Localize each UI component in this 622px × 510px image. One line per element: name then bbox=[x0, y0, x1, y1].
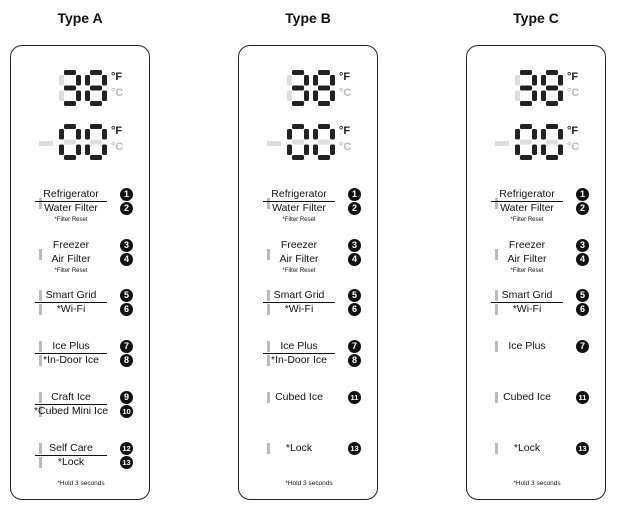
control-panel bbox=[238, 45, 378, 500]
button-label-water-filter[interactable]: Water Filter bbox=[44, 202, 98, 214]
button-number-badge: 5 bbox=[348, 289, 361, 302]
button-label-water-filter[interactable]: Water Filter bbox=[272, 202, 326, 214]
temperature-display bbox=[11, 46, 151, 166]
fahrenheit-label: °F bbox=[567, 125, 579, 137]
label-divider bbox=[491, 201, 563, 202]
button-label--in-door-ice[interactable]: *In-Door Ice bbox=[42, 354, 100, 366]
button-label-smart-grid[interactable]: Smart Grid bbox=[501, 289, 553, 301]
panel-title: Type B bbox=[285, 10, 331, 26]
button-number-badge: 11 bbox=[576, 391, 589, 404]
label-divider bbox=[35, 201, 107, 202]
button-label-smart-grid[interactable]: Smart Grid bbox=[45, 289, 97, 301]
button-label--wi-fi[interactable]: *Wi-Fi bbox=[512, 303, 542, 315]
button-number-badge: 4 bbox=[348, 253, 361, 266]
fahrenheit-label: °F bbox=[111, 125, 123, 137]
label-divider bbox=[263, 353, 335, 354]
button-label-ice-plus[interactable]: Ice Plus bbox=[52, 340, 90, 352]
button-label-air-filter[interactable]: Air Filter bbox=[51, 253, 91, 265]
button-number-badge: 7 bbox=[576, 340, 589, 353]
button-number-badge: 3 bbox=[120, 239, 133, 252]
hold-note: *Hold 3 seconds bbox=[513, 480, 561, 487]
button-label-self-care[interactable]: Self Care bbox=[49, 442, 93, 454]
panel-title: Type A bbox=[57, 10, 103, 26]
button-number-badge: 6 bbox=[120, 303, 133, 316]
control-panel bbox=[10, 45, 150, 500]
button-number-badge: 8 bbox=[348, 354, 361, 367]
fahrenheit-label: °F bbox=[339, 125, 351, 137]
label-divider bbox=[491, 302, 563, 303]
button-label-air-filter[interactable]: Air Filter bbox=[507, 253, 547, 265]
temperature-display bbox=[239, 46, 379, 166]
label-divider bbox=[263, 201, 335, 202]
celsius-label: °C bbox=[339, 141, 352, 153]
button-label--in-door-ice[interactable]: *In-Door Ice bbox=[270, 354, 328, 366]
button-label-water-filter[interactable]: Water Filter bbox=[500, 202, 554, 214]
button-number-badge: 12 bbox=[120, 442, 133, 455]
filter-reset-note: *Filter Reset bbox=[282, 268, 316, 274]
filter-reset-note: *Filter Reset bbox=[510, 268, 544, 274]
temperature-display bbox=[467, 46, 607, 166]
label-divider bbox=[35, 353, 107, 354]
button-number-badge: 6 bbox=[348, 303, 361, 316]
button-number-badge: 13 bbox=[120, 456, 133, 469]
button-label-air-filter[interactable]: Air Filter bbox=[279, 253, 319, 265]
filter-reset-note: *Filter Reset bbox=[510, 217, 544, 223]
hold-note: *Hold 3 seconds bbox=[285, 480, 333, 487]
button-label--lock[interactable]: *Lock bbox=[285, 442, 313, 454]
button-number-badge: 2 bbox=[120, 202, 133, 215]
button-label-ice-plus[interactable]: Ice Plus bbox=[280, 340, 318, 352]
fahrenheit-label: °F bbox=[339, 71, 351, 83]
fahrenheit-label: °F bbox=[567, 71, 579, 83]
label-divider bbox=[263, 302, 335, 303]
button-label-refrigerator[interactable]: Refrigerator bbox=[499, 188, 555, 200]
button-number-badge: 3 bbox=[576, 239, 589, 252]
button-number-badge: 13 bbox=[576, 442, 589, 455]
button-number-badge: 5 bbox=[120, 289, 133, 302]
celsius-label: °C bbox=[111, 141, 124, 153]
button-label-ice-plus[interactable]: Ice Plus bbox=[508, 340, 546, 352]
button-number-badge: 1 bbox=[120, 188, 133, 201]
button-number-badge: 8 bbox=[120, 354, 133, 367]
label-divider bbox=[35, 455, 107, 456]
button-label-freezer[interactable]: Freezer bbox=[52, 239, 90, 251]
button-number-badge: 7 bbox=[348, 340, 361, 353]
filter-reset-note: *Filter Reset bbox=[54, 268, 88, 274]
button-label-refrigerator[interactable]: Refrigerator bbox=[271, 188, 327, 200]
button-number-badge: 1 bbox=[348, 188, 361, 201]
button-label-refrigerator[interactable]: Refrigerator bbox=[43, 188, 99, 200]
celsius-label: °C bbox=[567, 141, 580, 153]
filter-reset-note: *Filter Reset bbox=[282, 217, 316, 223]
button-label-freezer[interactable]: Freezer bbox=[508, 239, 546, 251]
fahrenheit-label: °F bbox=[111, 71, 123, 83]
button-label--lock[interactable]: *Lock bbox=[57, 456, 85, 468]
button-number-badge: 4 bbox=[120, 253, 133, 266]
button-number-badge: 5 bbox=[576, 289, 589, 302]
label-divider bbox=[35, 302, 107, 303]
button-number-badge: 9 bbox=[120, 391, 133, 404]
button-label--lock[interactable]: *Lock bbox=[513, 442, 541, 454]
button-number-badge: 2 bbox=[576, 202, 589, 215]
button-number-badge: 3 bbox=[348, 239, 361, 252]
hold-note: *Hold 3 seconds bbox=[57, 480, 105, 487]
button-number-badge: 6 bbox=[576, 303, 589, 316]
button-number-badge: 4 bbox=[576, 253, 589, 266]
button-label-cubed-ice[interactable]: Cubed Ice bbox=[275, 391, 323, 403]
button-number-badge: 13 bbox=[348, 442, 361, 455]
label-divider bbox=[35, 404, 107, 405]
button-label--cubed-mini-ice[interactable]: *Cubed Mini Ice bbox=[33, 405, 109, 417]
button-number-badge: 10 bbox=[120, 405, 133, 418]
control-panel bbox=[466, 45, 606, 500]
button-number-badge: 2 bbox=[348, 202, 361, 215]
panel-title: Type C bbox=[513, 10, 559, 26]
button-label-freezer[interactable]: Freezer bbox=[280, 239, 318, 251]
celsius-label: °C bbox=[111, 87, 124, 99]
button-label--wi-fi[interactable]: *Wi-Fi bbox=[56, 303, 86, 315]
button-number-badge: 7 bbox=[120, 340, 133, 353]
button-label-craft-ice[interactable]: Craft Ice bbox=[51, 391, 91, 403]
button-number-badge: 1 bbox=[576, 188, 589, 201]
button-label--wi-fi[interactable]: *Wi-Fi bbox=[284, 303, 314, 315]
celsius-label: °C bbox=[567, 87, 580, 99]
celsius-label: °C bbox=[339, 87, 352, 99]
button-label-cubed-ice[interactable]: Cubed Ice bbox=[503, 391, 551, 403]
filter-reset-note: *Filter Reset bbox=[54, 217, 88, 223]
button-label-smart-grid[interactable]: Smart Grid bbox=[273, 289, 325, 301]
button-number-badge: 11 bbox=[348, 391, 361, 404]
